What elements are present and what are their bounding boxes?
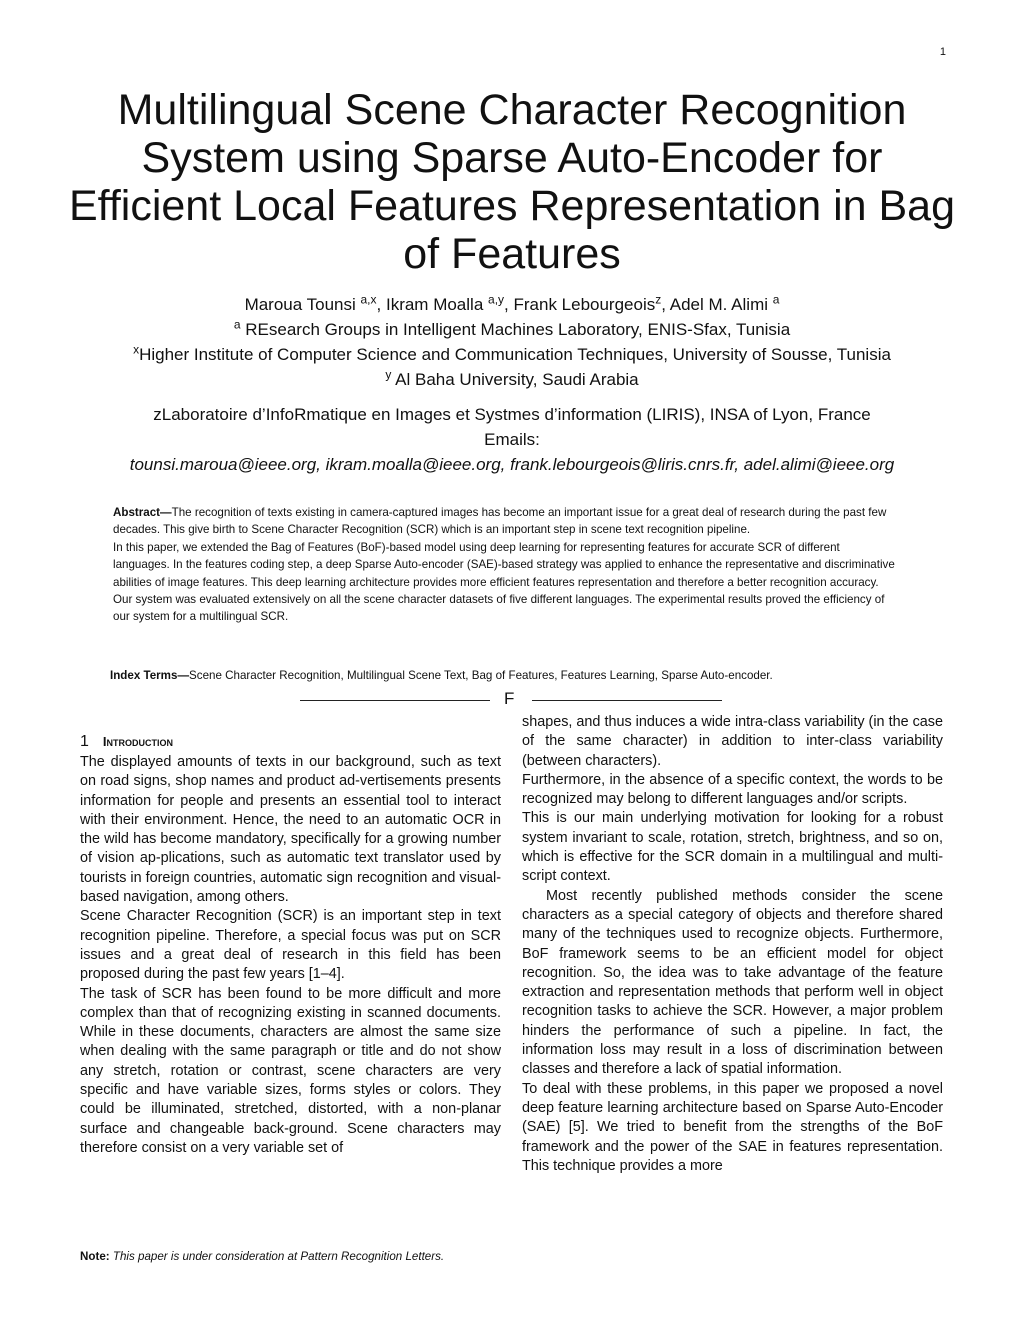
author-name: Ikram Moalla — [385, 295, 484, 314]
author-name: Maroua Tounsi — [244, 295, 356, 314]
separator-rule — [532, 700, 722, 701]
affiliation-text: Higher Institute of Computer Science and Communication Techniques, University of Sousse, Tunisia — [139, 345, 891, 364]
note-label: Note — [80, 1250, 106, 1263]
abstract — [113, 504, 895, 626]
body-paragraph: Scene Character Recognition (SCR) is an important step in text recognition pipeline. Therefore, a special focus was put on SCR issues and a great deal of research in this field has been proposed during the past few years [1–4]. — [80, 908, 501, 983]
index-terms-label: Index Terms — [110, 669, 178, 682]
author-name: Frank Lebourgeois — [513, 295, 656, 314]
section-number: 1 — [80, 733, 89, 750]
author-name: Adel M. Alimi — [669, 295, 769, 314]
abstract-dash: — — [160, 506, 172, 519]
title-line: of Features — [403, 230, 621, 278]
body-paragraph: shapes, and thus induces a wide intra-class variability (in the case of the same character) in addition to inter-class variability (between characters). — [522, 714, 943, 769]
affiliation-x — [60, 342, 964, 367]
title-line: Efficient Local Features Representation in Bag — [68, 182, 955, 230]
affiliation-text: Al Baha University, Saudi Arabia — [395, 370, 639, 389]
author-block — [60, 292, 964, 477]
affiliation-z: zLaboratoire d’InfoRmatique en Images et Systmes d’information (LIRIS), INSA of Lyon, France — [153, 405, 871, 424]
footnote — [80, 1250, 444, 1264]
body-paragraph: The task of SCR has been found to be more difficult and more complex than that of recognizing existing in scanned documents. While in these documents, characters are almost the same size when dealing with the same paragraph or title and do not show any stretch, rotation or contrast, scene characters are very specific and have variable sizes, forms styles or colors. They could be illuminated, stretched, distorted, with a non-planar surface and changeable back-ground. Scene characters may therefore consist on a very variable set of — [80, 985, 501, 1156]
section-title: Introduction — [102, 734, 174, 749]
author-affiliation-mark: a,y — [488, 292, 505, 307]
body-paragraph: Most recently published methods consider the scene characters as a special category of objects and therefore shared many of the techniques used to recognize objects. Furthermore, BoF framework seems to be an efficient model for object recognition. So, the idea was to take advantage of the feature extraction and representation methods that perform well in object recognition tasks to achieve the SCR. However, a major problem hinders the performance of such a pipeline. In fact, the information loss may result in a loss of discrimination between classes and therefore a lack of spatial information. — [522, 887, 943, 1078]
body-paragraph: To deal with these problems, in this paper we proposed a novel deep feature learning architecture based on Sparse Auto-Encoder (SAE) [5]. We tried to benefit from the strengths of the BoF framework and the power of the SAE in features representation. This technique provides a more — [522, 1080, 943, 1174]
body-paragraph: The displayed amounts of texts in our background, such as text on road signs, shop names and product ad-vertisements presents information for people and presents an essential tool to interact with their environment. Hence, the need to an automatic OCR in the wild has become mandatory, specifically for a growing number of vision ap-plications, such as automatic text translator used by tourists in foreign countries, automatic sign recognition and visual-based navigation, among others. — [80, 754, 501, 906]
index-terms — [110, 668, 900, 684]
abstract-label: Abstract — [113, 506, 161, 519]
section-separator — [300, 689, 726, 711]
separator-rule — [300, 700, 490, 701]
right-column — [522, 713, 943, 1176]
author-affiliation-mark: a — [772, 292, 780, 307]
emails-label: Emails: — [484, 430, 540, 449]
index-terms-dash: — — [177, 669, 190, 682]
abstract-paragraph: In this paper, we extended the Bag of Features (BoF)-based model using deep learning for representing features for accurate SCR of different languages. In the features coding step, a deep Sparse Auto-encoder (SAE)-based strategy was applied to enhance the representative and discriminative abilities of image features. This deep learning architecture provides more efficient features representation and therefore a better recognition accuracy. — [113, 540, 895, 589]
author-affiliation-mark: a,x — [360, 292, 377, 307]
affiliation-mark: y — [385, 367, 392, 382]
affiliation-y — [60, 367, 964, 392]
author-separator: , — [661, 295, 670, 314]
affiliation-text: REsearch Groups in Intelligent Machines Laboratory, ENIS-Sfax, Tunisia — [245, 320, 791, 339]
note-colon: : — [105, 1250, 110, 1263]
index-terms-text: Scene Character Recognition, Multilingual Scene Text, Bag of Features, Features Learning, Sparse Auto-encoder. — [189, 669, 773, 682]
affiliation-mark: x — [133, 342, 140, 357]
body-paragraph: This is our main underlying motivation for looking for a robust system invariant to scale, rotation, stretch, brightness, and so on, which is effective for the SCR domain in a multilingual and multi-script context. — [522, 810, 943, 885]
left-column — [80, 732, 501, 1158]
affiliation-mark: a — [233, 317, 241, 332]
abstract-text: The recognition of texts existing in camera-captured images has become an important issue for a great deal of research during the past few decades. This give birth to Scene Character Recognition (SCR) which is an important step in scene text recognition pipeline. — [113, 506, 887, 537]
author-separator: , — [376, 295, 386, 314]
abstract-paragraph: Our system was evaluated extensively on all the scene character datasets of five different languages. The experimental results proved the efficiency of our system for a multilingual SCR. — [113, 593, 885, 624]
section-heading — [80, 732, 501, 751]
separator-glyph: F — [504, 689, 515, 708]
abstract-paragraph — [113, 504, 895, 539]
author-list — [60, 292, 964, 317]
title-line: System using Sparse Auto-Encoder for — [141, 134, 883, 182]
affiliation-a — [60, 317, 964, 342]
page-number: 1 — [939, 46, 946, 58]
note-text: This paper is under consideration at Pattern Recognition Letters. — [112, 1250, 445, 1263]
body-paragraph: Furthermore, in the absence of a specific context, the words to be recognized may belong to different languages and/or scripts. — [522, 771, 943, 808]
author-emails: tounsi.maroua@ieee.org, ikram.moalla@ieee.org, frank.lebourgeois@liris.cnrs.fr, adel.alimi@ieee.org — [129, 455, 895, 474]
author-separator: , — [504, 295, 514, 314]
title-line: Multilingual Scene Character Recognition — [117, 86, 907, 134]
paper-title — [60, 86, 964, 278]
author-affiliation-mark: z — [655, 292, 662, 307]
